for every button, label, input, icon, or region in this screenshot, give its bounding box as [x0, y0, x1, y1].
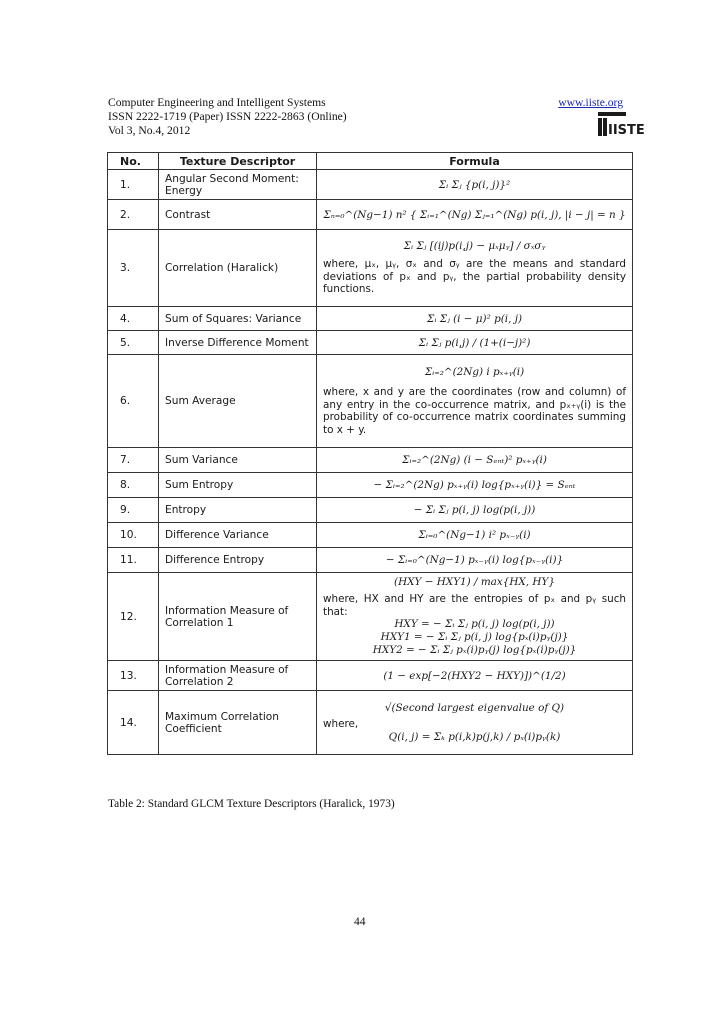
glcm-descriptor-table: [107, 152, 633, 755]
row-number: 4.: [108, 307, 159, 331]
table-row: [108, 473, 633, 498]
table-row: [108, 307, 633, 331]
row-number: 10.: [108, 523, 159, 548]
formula-cell: [317, 230, 633, 307]
formula: Σᵢ Σⱼ (i − μ)² p(i, j): [317, 307, 633, 331]
descriptor-name: Sum of Squares: Variance: [159, 307, 317, 331]
table-row: [108, 573, 633, 661]
descriptor-name: Difference Variance: [159, 523, 317, 548]
journal-url-link[interactable]: www.iiste.org: [558, 96, 623, 109]
journal-title: Computer Engineering and Intelligent Systems: [108, 96, 326, 109]
table-row: [108, 498, 633, 523]
formula: Σᵢ₌₀^(Ng−1) i² pₓ₋ᵧ(i): [317, 523, 633, 548]
descriptor-name: Correlation (Haralick): [159, 230, 317, 307]
formula: Σᵢ₌₂^(2Ng) i pₓ₊ᵧ(i): [424, 366, 525, 378]
table-header-row: [108, 153, 633, 170]
table-row: [108, 448, 633, 473]
table-row: [108, 331, 633, 355]
formula: Σᵢ Σⱼ [(ij)p(i,j) − μₓμᵧ] / σₓσᵧ: [403, 240, 546, 253]
row-number: 12.: [108, 573, 159, 661]
formula-cell: [317, 355, 633, 448]
formula: − Σᵢ Σⱼ p(i, j) log(p(i, j)): [317, 498, 633, 523]
table-caption: Table 2: Standard GLCM Texture Descriptors (Haralick, 1973): [108, 798, 395, 810]
descriptor-name: Contrast: [159, 200, 317, 230]
descriptor-name: Sum Average: [159, 355, 317, 448]
formula: − Σᵢ₌₂^(2Ng) pₓ₊ᵧ(i) log{pₓ₊ᵧ(i)} = Sₑₙₜ: [317, 473, 633, 498]
formula-note: where, x and y are the coordinates (row and column) of any entry in the co-occurrence matrix, and pₓ₊ᵧ(i) is the probability of co-occurrence matrix coordinates summing to x + y.: [323, 386, 626, 436]
running-header: [108, 96, 347, 138]
header-descriptor: Texture Descriptor: [159, 153, 317, 170]
row-number: 2.: [108, 200, 159, 230]
table-row: [108, 661, 633, 691]
formula-note: where, HX and HY are the entropies of pₓ and pᵧ such that:: [323, 593, 626, 618]
formula: − Σᵢ₌₀^(Ng−1) pₓ₋ᵧ(i) log{pₓ₋ᵧ(i)}: [317, 548, 633, 573]
descriptor-name: Angular Second Moment: Energy: [159, 170, 317, 200]
table-row: [108, 523, 633, 548]
descriptor-name: Information Measure of Correlation 1: [159, 573, 317, 661]
formula: Σᵢ Σⱼ p(i,j) / (1+(i−j)²): [317, 331, 633, 355]
table-row: [108, 230, 633, 307]
row-number: 14.: [108, 691, 159, 755]
volume-line: Vol 3, No.4, 2012: [108, 124, 191, 137]
logo-text: IISTE: [608, 123, 645, 138]
formula: √(Second largest eigenvalue of Q): [384, 702, 565, 715]
row-number: 11.: [108, 548, 159, 573]
formula-equation: HXY = − Σᵢ Σⱼ p(i, j) log(p(i, j)): [394, 618, 555, 630]
formula: Σᵢ Σⱼ {p(i, j)}²: [317, 170, 633, 200]
descriptor-name: Inverse Difference Moment: [159, 331, 317, 355]
formula: (1 − exp[−2(HXY2 − HXY)])^(1/2): [317, 661, 633, 691]
descriptor-name: Sum Variance: [159, 448, 317, 473]
header-formula: Formula: [317, 153, 633, 170]
formula-note: where, μₓ, μᵧ, σₓ and σᵧ are the means and standard deviations of pₓ and pᵧ, the partial probability density functions.: [323, 258, 626, 296]
row-number: 7.: [108, 448, 159, 473]
row-number: 1.: [108, 170, 159, 200]
formula-cell: [317, 573, 633, 661]
descriptor-name: Entropy: [159, 498, 317, 523]
table-row: [108, 691, 633, 755]
descriptor-name: Maximum Correlation Coefficient: [159, 691, 317, 755]
formula: Σᵢ₌₂^(2Ng) (i − Sₑₙₜ)² pₓ₊ᵧ(i): [317, 448, 633, 473]
page-number: 44: [354, 915, 366, 928]
iiste-logo: [598, 112, 645, 138]
descriptor-name: Sum Entropy: [159, 473, 317, 498]
formula-note: where,: [323, 718, 359, 731]
table-row: [108, 170, 633, 200]
table-row: [108, 200, 633, 230]
header-no: No.: [108, 153, 159, 170]
table-row: [108, 355, 633, 448]
row-number: 5.: [108, 331, 159, 355]
row-number: 13.: [108, 661, 159, 691]
row-number: 3.: [108, 230, 159, 307]
row-number: 8.: [108, 473, 159, 498]
row-number: 6.: [108, 355, 159, 448]
formula: (HXY − HXY1) / max{HX, HY}: [394, 576, 555, 588]
formula-equation: Q(i, j) = Σₖ p(i,k)p(j,k) / pₓ(i)pᵧ(k): [388, 730, 561, 743]
issn-line: ISSN 2222-1719 (Paper) ISSN 2222-2863 (Online): [108, 110, 347, 123]
formula-equation: HXY1 = − Σᵢ Σⱼ p(i, j) log{pₓ(i)pᵧ(j)}: [380, 631, 569, 643]
formula-cell: [317, 691, 633, 755]
formula-equation: HXY2 = − Σᵢ Σⱼ pₓ(i)pᵧ(j) log{pₓ(i)pᵧ(j)}: [372, 644, 577, 656]
row-number: 9.: [108, 498, 159, 523]
formula: Σₙ₌₀^(Ng−1) n² { Σᵢ₌₁^(Ng) Σⱼ₌₁^(Ng) p(i, j), |i − j| = n }: [317, 200, 633, 230]
table-row: [108, 548, 633, 573]
descriptor-name: Information Measure of Correlation 2: [159, 661, 317, 691]
descriptor-name: Difference Entropy: [159, 548, 317, 573]
